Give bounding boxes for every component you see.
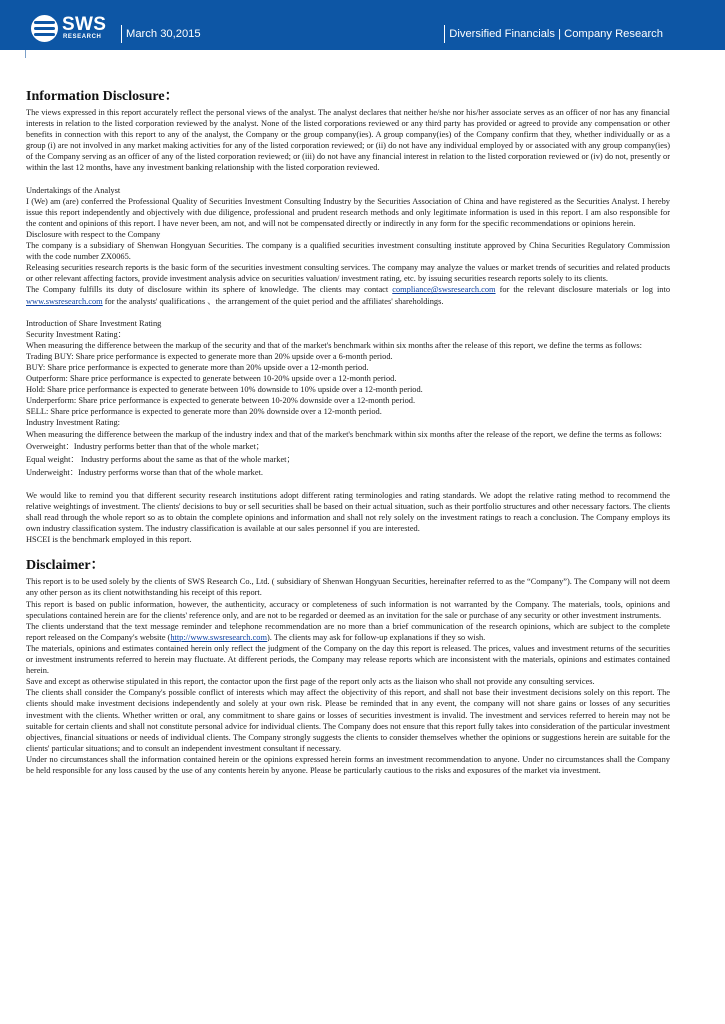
disclaimer-p4: The materials, opinions and estimates contained herein only reflect the judgment of the Company on the day this report is released. The prices, values and investment returns of the securities or investment instruments referred to herein may fluctuate. At different periods, the Company may release reports which are inconsistent with the materials, opinions and estimates contained herein. (26, 643, 670, 676)
page-content (26, 88, 670, 776)
rating-reminder: We would like to remind you that different security research institutions adopt different rating terminologies and rating standards. We adopt the relative rating method to recommend the relative weightings of investment. The clients' decisions to buy or sell securities shall be based on their actual situation, such as their portfolio structures and other necessary factors. The clients shall read through the whole report so as to obtain the complete opinions and information and shall not rely solely on the investment ratings to reach a conclusion. The Company employs its own industry classification system. The industry classification is available at our sales personnel if you are interested. (26, 490, 670, 534)
rating-item-outperform: Outperform: Share price performance is expected to generate between 10-20% upside over a 12-month period. (26, 374, 397, 384)
undertakings-heading: Undertakings of the Analyst (26, 185, 121, 195)
disclaimer-title: Disclaimer： (26, 558, 105, 574)
industry-rating-heading: Industry Investment Rating: (26, 418, 120, 428)
rating-item-sell: SELL: Share price performance is expected to generate more than 20% downside over a 12-month period. (26, 407, 382, 417)
industry-rating-desc: When measuring the difference between the markup of the industry index and that of the market's benchmark within six months after the release of the report, we define the terms as follows: (26, 429, 662, 439)
information-disclosure-title: Information Disclosure： (26, 89, 179, 104)
rating-item-underperform: Underperform: Share price performance is expected to generate between 10-20% downside over a 12-month period. (26, 396, 416, 406)
disclaimer-p6: The clients shall consider the Company's possible conflict of interests which may affect the objectivity of this report, and shall not base their investment decisions solely on this report. The clients should make investment decisions independently and solely at your own risk. Please be reminded that in any event, the company will not share gains or losses of any securities investment with the clients. Whether written or oral, any commitment to share gains or losses of securities investment is invalid. The investment and services referred to herein may not be suitable for certain clients and shall not constitute personal advice for individual clients. The Company does not ensure that this report fully takes into consideration of the particular investment objectives, financial situations or needs of individual clients. The Company strongly suggests the clients to consider themselves whether the opinions or suggestions herein are suitable for the clients' particular situations; and to consult an independent investment consultant if necessary. (26, 688, 670, 753)
rating-intro-heading: Introduction of Share Investment Rating (26, 318, 162, 328)
rating-item-trading-buy: Trading BUY: Share price performance is expected to generate more than 20% upside over a 6-month period. (26, 351, 393, 361)
disclaimer-p5: Save and except as otherwise stipulated in this report, the contactor upon the first page of the report only acts as the liaison who shall not provide any consulting services. (26, 677, 595, 687)
disclaimer-p3: The clients understand that the text message reminder and telephone recommendation are no more than a brief communication of the research opinions, which are subject to the complete report released on the Company's website (http://www.swsresearch.com). The clients may ask for follow-up explanations if they so wish. (26, 621, 670, 642)
benchmark-note: HSCEI is the benchmark employed in this report. (26, 535, 192, 545)
rating-item-buy: BUY: Share price performance is expected to generate more than 20% upside over a 12-month period. (26, 362, 369, 372)
report-date: March 30,2015 (121, 25, 201, 43)
logo-mark-icon (31, 15, 58, 42)
contact-paragraph: The Company fulfills its duty of disclosure within its sphere of knowledge. The clients may contact compliance@swsresearch.com for the relevant disclosure materials or log into www.swsresearch.com for the analysts' qualifications 、the arrangement of the quiet period and the affiliates' shareholdings. (26, 285, 671, 306)
sws-logo (31, 15, 115, 43)
security-rating-heading: Security Investment Rating： (26, 329, 127, 339)
disclaimer-p7: Under no circumstances shall the information contained herein or the opinions expressed herein forms an investment recommendation to anyone. Under no circumstances shall the Company be held responsible for any loss caused by the use of any contents herein by anyone. Please be particularly cautious to the risks and exposures of the market via investment. (26, 754, 670, 775)
logo-subtext: RESEARCH (63, 34, 102, 40)
page-header (0, 0, 725, 50)
rating-item-hold: Hold: Share price performance is expected to generate between 10% downside to 10% upside over a 12-month period. (26, 385, 423, 395)
report-website-link[interactable]: http://www.swsresearch.com (170, 632, 267, 642)
disclaimer-p1: This report is to be used solely by the clients of SWS Research Co., Ltd. ( subsidiary of Shenwan Hongyuan Securities, hereinafter referred to as the “Company”). The Company will not deem any other person as its client notwithstanding his receipt of this report. (26, 577, 670, 598)
website-link[interactable]: www.swsresearch.com (26, 296, 103, 306)
report-sector: Diversified Financials | Company Research (444, 25, 663, 43)
industry-item-equal-weight: Equal weight： Industry performs about the same as that of the whole market； (26, 454, 295, 464)
industry-item-underweight: Underweight：Industry performs worse than that of the whole market. (26, 467, 263, 477)
disclosure-heading: Disclosure with respect to the Company (26, 229, 161, 239)
logo-text: SWS (62, 14, 107, 35)
disclaimer-p2: This report is based on public information, however, the authenticity, accuracy or completeness of such information is not warranted by the Company. The materials, tools, opinions and speculations contained herein are for the clients' reference only, and are not to be regarded or deemed as an invitation for the sale or purchase of any security or other investment instruments. (26, 599, 670, 620)
compliance-email-link[interactable]: compliance@swsresearch.com (392, 285, 496, 295)
header-marker (25, 50, 26, 58)
undertakings-text: I (We) am (are) conferred the Professional Quality of Securities Investment Consulting Industry by the Securities Association of China and have registered as the Securities Analyst. I hereby issue this report independently and objectively with due diligence, professional and prudent research methods and only legitimate information is used in this report. I am also responsible for the content and opinions of this report. I have never been, am not, and will not be compensated directly or indirectly in any form for the specific recommendations or opinions herein. (26, 196, 670, 228)
disclosure-text: The company is a subsidiary of Shenwan Hongyuan Securities. The company is a qualified securities investment consulting institute approved by China Securities Regulatory Commission with the code number ZX0065. (26, 241, 670, 262)
security-rating-desc: When measuring the difference between the markup of the security and that of the market's benchmark within six months after the release of this report, we define the terms as follows: (26, 340, 643, 350)
analyst-declaration: The views expressed in this report accurately reflect the personal views of the analyst. The analyst declares that neither he/she nor his/her associate serves as an officer of nor has any financial interests in relation to the listed corporation reviewed by the analyst. None of the listed corporations reviewed or any third party has provided or agreed to provide any compensation or other benefits in connection with this report to any of the analyst, the Company or the group company(ies). A group company(ies) of the Company confirm that they, whether individually or as a group (i) are not involved in any market making activities for any of the listed corporation reviewed; or (ii) do not have any individual employed by or associated with any group company(ies) of the Company serving as an officer of any of the listed corporation reviewed; or (iii) do not have any financial interest in relation to the listed corporation reviewed or (iv) do not, presently or within the last 12 months, have any investment banking relationship with the listed corporation reviewed. (26, 108, 670, 173)
industry-item-overweight: Overweight：Industry performs better than that of the whole market； (26, 441, 265, 451)
disclosure-services-text: Releasing securities research reports is the basic form of the securities investment consulting services. The company may analyze the values or market trends of securities and related products or other relevant affecting factors, provide investment analysis advice on securities valuation/ investment rating, etc. by issuing securities research reports solely to its clients. (26, 263, 670, 284)
